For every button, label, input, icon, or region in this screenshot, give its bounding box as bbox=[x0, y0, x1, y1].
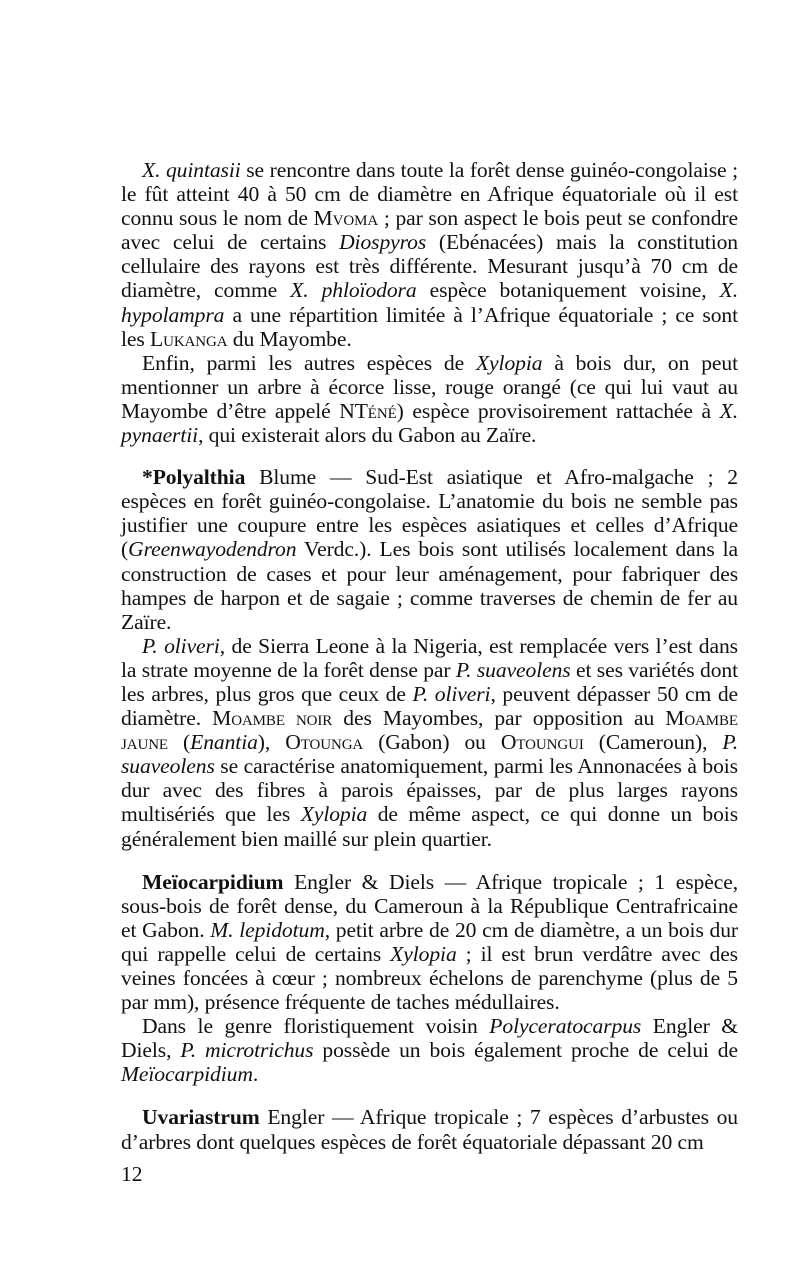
vernacular-name: Moambe jaune bbox=[121, 706, 738, 755]
genus-heading: Uvariastrum bbox=[142, 1105, 260, 1130]
vernacular-name: Moambe noir bbox=[212, 706, 333, 731]
genus-heading: Meïocarpidium bbox=[142, 869, 284, 894]
paragraph-polyceratocarpus: Dans le genre floristiquement voisin Polyceratocarpus Engler & Diels, P. microtrichus possède un bois également proche de celui de Meïocarpidium. bbox=[121, 1014, 738, 1087]
species-name: P. suaveolens bbox=[455, 657, 571, 682]
species-name: P. suaveolens bbox=[121, 730, 738, 779]
genus-name: Greenwayodendron bbox=[128, 537, 297, 562]
genus-name: Xylopia bbox=[475, 350, 543, 375]
species-name: X. hypolampra bbox=[121, 278, 739, 327]
paragraph-polyalthia: *Polyalthia Blume — Sud-Est asiatique et Afro-malgache ; 2 espèces en forêt guinéo-congolaise. L’anatomie du bois ne semble pas justifier une coupure entre les espèces asiatiques et celles d’Afrique (Greenwayodendron Verdc.). Les bois sont utilisés localement dans la construction de cases et pour leur aménagement, pour fabriquer des hampes de harpon et de sagaie ; comme traverses de chemin de fer au Zaïre. bbox=[121, 465, 738, 634]
section-gap bbox=[121, 851, 738, 870]
species-name: X. quintasii bbox=[142, 158, 241, 182]
species-name: X. pynaertii bbox=[121, 398, 738, 448]
paragraph-xylopia-other: Enfin, parmi les autres espèces de Xylopia à bois dur, on peut mentionner un arbre à écorce lisse, rouge orangé (ce qui lui vaut au Mayombe d’être appelé NTéné) espèce provisoirement rattachée à X. pynaertii, qui existerait alors du Gabon au Zaïre. bbox=[121, 350, 738, 448]
genus-name: Diospyros bbox=[339, 230, 427, 255]
page-body bbox=[121, 158, 738, 1154]
vernacular-name: Mvoma bbox=[313, 206, 379, 231]
genus-name: Polyceratocarpus bbox=[489, 1014, 642, 1039]
genus-name: Meïocarpidium bbox=[121, 1062, 253, 1087]
paragraph-meiocarpidium: Meïocarpidium Engler & Diels — Afrique tropicale ; 1 espèce, sous-bois de forêt dense, du Cameroun à la République Centrafricaine et Gabon. M. lepidotum, petit arbre de 20 cm de diamètre, a un bois dur qui rappelle celui de certains Xylopia ; il est brun verdâtre avec des veines foncées à cœur ; nombreux échelons de parenchyme (plus de 5 par mm), présence fréquente de taches médullaires. bbox=[121, 869, 739, 1015]
paragraph-xylopia-quintasii: X. quintasii se rencontre dans toute la forêt dense guinéo-congolaise ; le fût atteint 40 à 50 cm de diamètre en Afrique équatoriale où il est connu sous le nom de Mvoma ; par son aspect le bois peut se confondre avec celui de certains Diospyros (Ebénacées) mais la constitution cellulaire des rayons est très différente. Mesurant jusqu’à 70 cm de diamètre, comme X. phloïodora espèce botaniquement voisine, X. hypolampra a une répartition limitée à l’Afrique équatoriale ; ce sont les Lukanga du Mayombe. bbox=[121, 158, 739, 351]
species-name: P. oliveri bbox=[142, 633, 220, 658]
genus-name: Xylopia bbox=[390, 941, 457, 966]
species-name: P. microtrichus bbox=[180, 1038, 314, 1063]
genus-heading: *Polyalthia bbox=[142, 465, 246, 490]
genus-name: Xylopia bbox=[300, 802, 368, 827]
section-gap bbox=[121, 447, 738, 465]
paragraph-uvariastrum: Uvariastrum Engler — Afrique tropicale ; 7 espèces d’arbustes ou d’arbres dont quelques espèces de forêt équatoriale dépassant 20 cm bbox=[121, 1105, 738, 1154]
genus-name: Enantia bbox=[190, 730, 258, 755]
species-name: M. lepidotum bbox=[210, 917, 325, 942]
vernacular-name: Otoungui bbox=[500, 730, 584, 755]
species-name: P. oliveri bbox=[412, 681, 491, 706]
species-name: X. phloïodora bbox=[290, 278, 417, 303]
paragraph-polyalthia-oliveri: P. oliveri, de Sierra Leone à la Nigeria, est remplacée vers l’est dans la strate moyenne de la forêt dense par P. suaveolens et ses variétés dont les arbres, plus gros que ceux de P. oliveri, peuvent dépasser 50 cm de diamètre. Moambe noir des Mayombes, par opposition au Moambe jaune (Enantia), Otounga (Gabon) ou Otoungui (Cameroun), P. suaveolens se caractérise anatomiquement, parmi les Annonacées à bois dur avec des fibres à parois épaisses, par de plus larges rayons multisériés que les Xylopia de même aspect, ce qui donne un bois généralement bien maillé sur plein quartier. bbox=[121, 633, 738, 851]
vernacular-name: Otounga bbox=[285, 730, 364, 755]
vernacular-name: Lukanga bbox=[150, 326, 228, 351]
vernacular-name: Téné bbox=[354, 398, 397, 423]
page-number: 12 bbox=[121, 1162, 143, 1186]
section-gap bbox=[121, 1086, 738, 1105]
